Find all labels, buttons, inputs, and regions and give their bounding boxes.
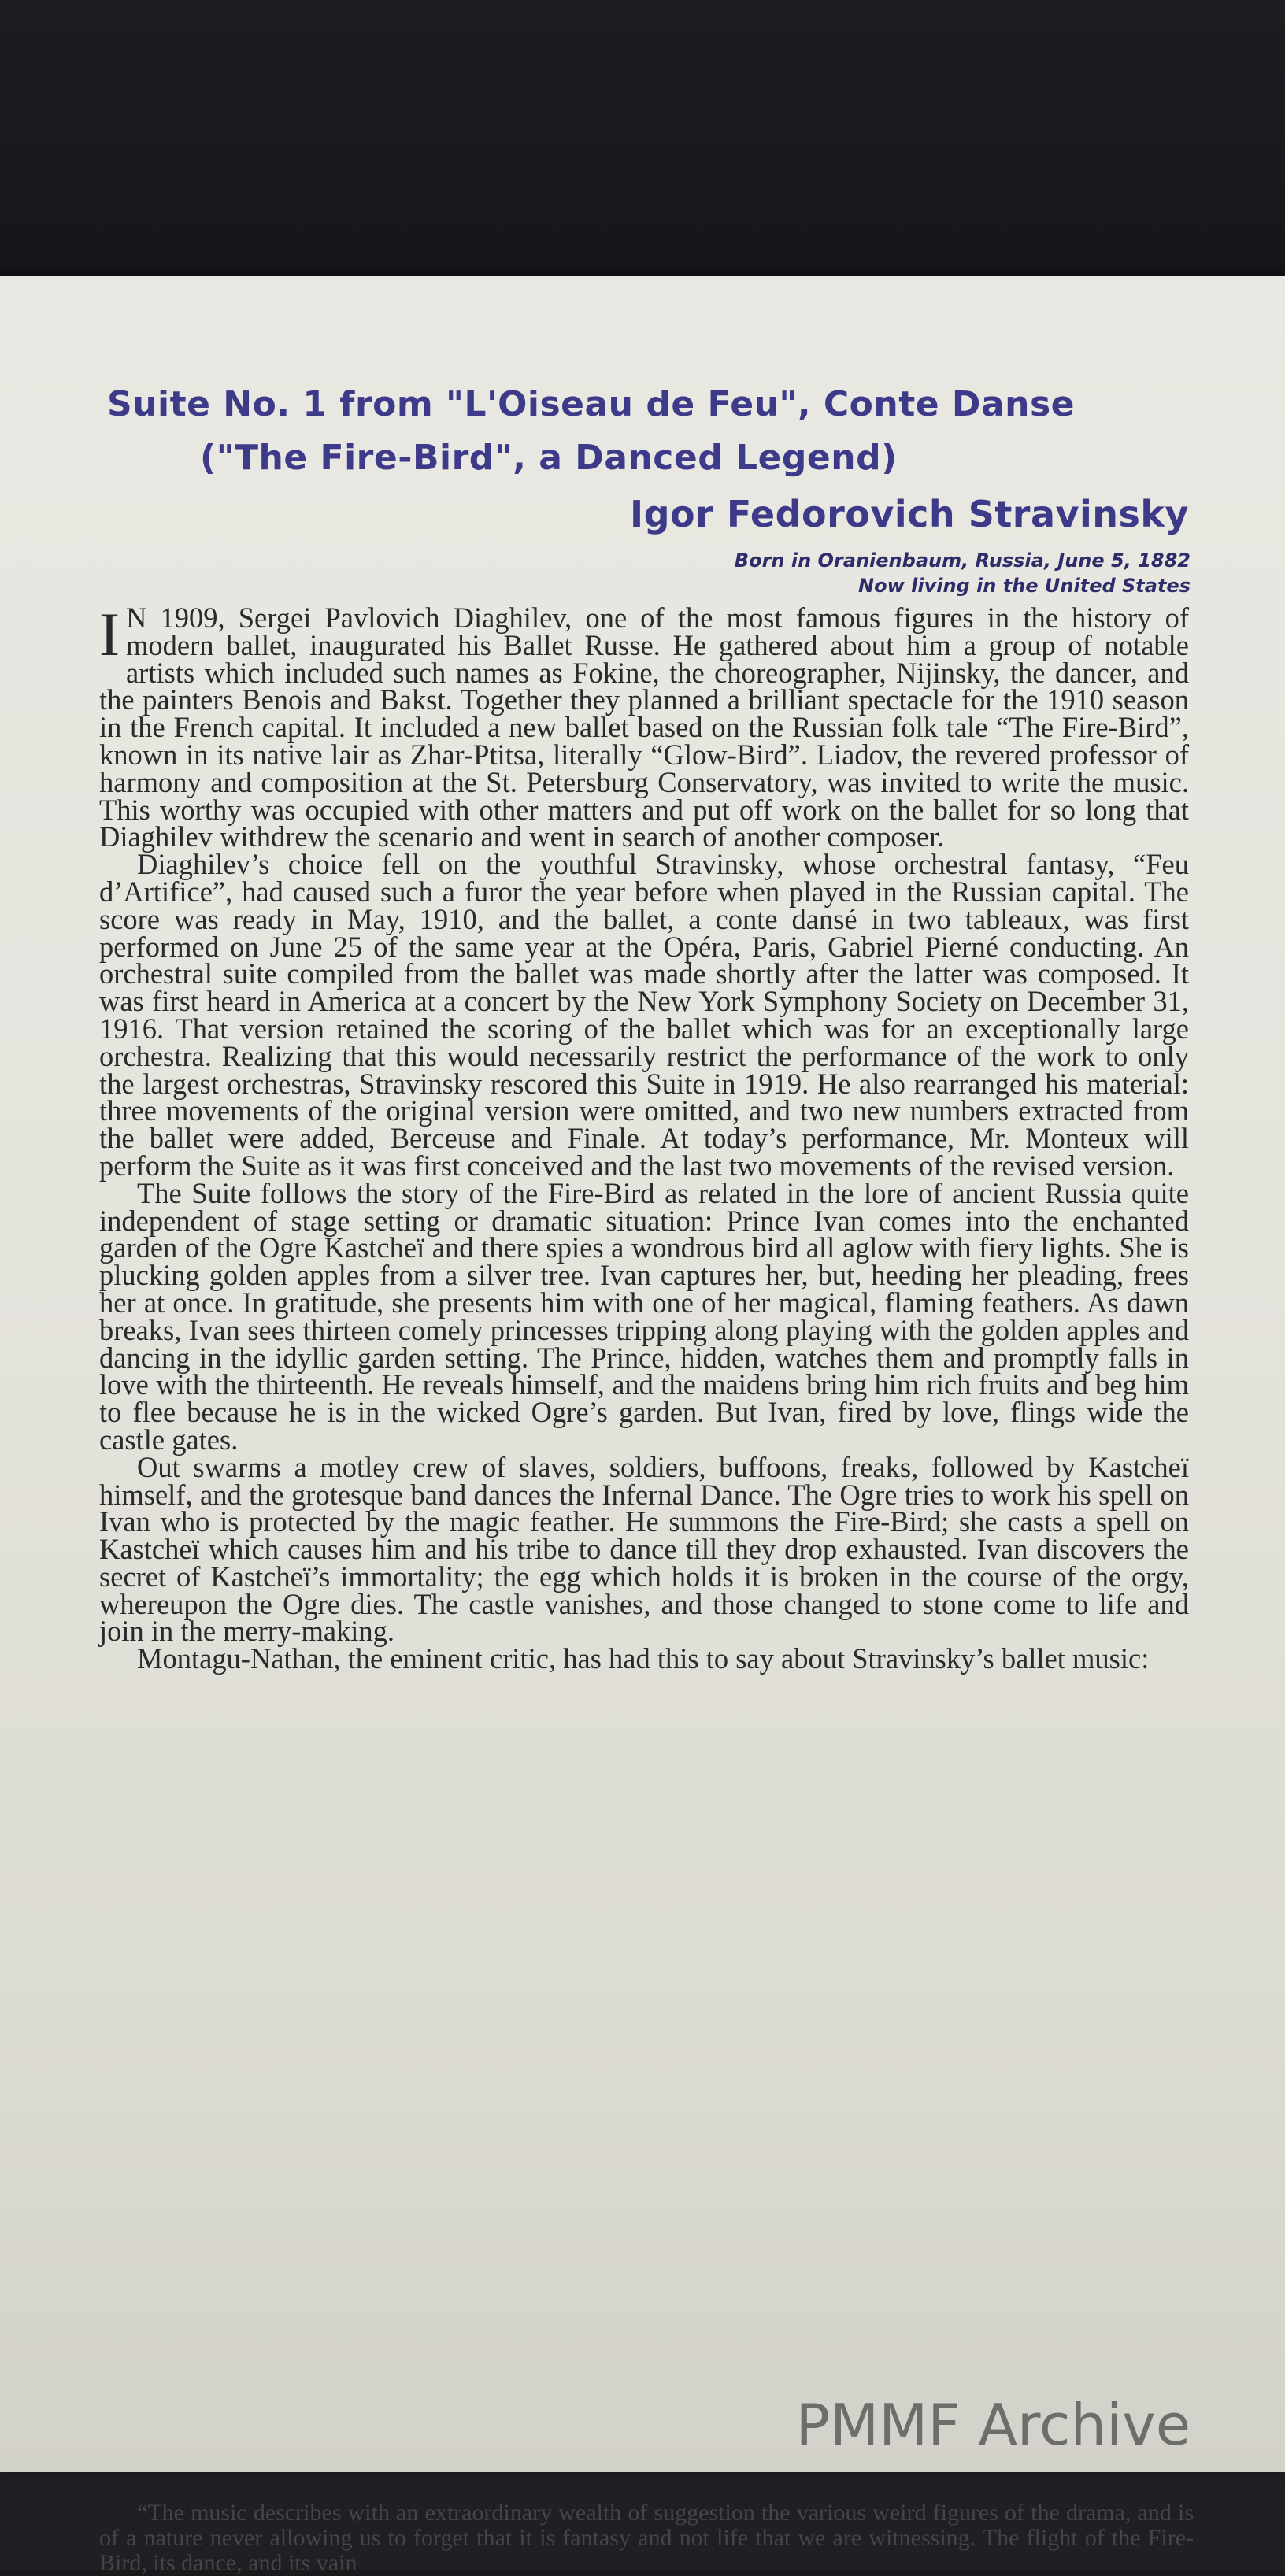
composer-name: Igor Fedorovich Stravinsky (629, 493, 1189, 535)
paragraph-1-text: N 1909, Sergei Pavlovich Diaghilev, one of the most famous figures in the history of modern ballet, inaugurated his Ballet Russe. He gathered about him a group of notable artists which included such names as Fokine, the choreographer, Nijinsky, the dancer, and the painters Benois and Bakst. Together they planned a brilliant spectacle for the 1910 season in the French capital. It included a new ballet based on the Russian folk tale “The Fire-Bird”, known in its native lair as Zhar-Ptitsa, literally “Glow-Bird”. Liadov, the revered professor of harmony and composition at the St. Petersburg Conservatory, was invited to write the music. This worthy was occupied with other matters and put off work on the ballet for so long that Diaghilev withdrew the scenario and went in search of another composer. (99, 601, 1189, 853)
drop-cap: I (99, 600, 120, 668)
title-line-2: ("The Fire-Bird", a Danced Legend) (200, 438, 898, 478)
paragraph-5: Montagu-Nathan, the eminent critic, has had this to say about Stravinsky’s ballet music: (137, 1642, 1150, 1675)
birth-info: Born in Oranienbaum, Russia, June 5, 1882 (734, 550, 1191, 572)
dark-background-top (0, 0, 1285, 283)
paragraph-4: Out swarms a motley crew of slaves, soldiers, buffoons, freaks, followed by Kastcheï himself, and the grotesque band dances the Infernal Dance. The Ogre tries to work his spell on Ivan who is protected by the magic feather. He summons the Fire-Bird; she casts a spell on Kastcheï which causes him and his tribe to dance till they drop exhausted. Ivan discovers the secret of Kastcheï’s immortality; the egg which holds it is broken in the course of the orgy, whereupon the Ogre dies. The castle vanishes, and those changed to stone come to life and join in the merry-making. (99, 1450, 1189, 1648)
title-line-1: Suite No. 1 from "L'Oiseau de Feu", Conte Danse (107, 384, 1075, 424)
program-page (0, 276, 1285, 2576)
block-quote: “The music describes with an extraordinary wealth of suggestion the various weird figures of the drama, and is of a nature never allowing us to forget that it is fantasy and not life that we are witnessing. The flight of the Fire-Bird, its dance, and its vain (99, 2500, 1194, 2576)
paragraph-2: Diaghilev’s choice fell on the youthful Stravinsky, whose orchestral fantasy, “Feu d’Artifice”, had caused such a furor the year before when played in the Russian capital. The score was ready in May, 1910, and the ballet, a conte dansé in two tableaux, was first performed on June 25 of the same year at the Opéra, Paris, Gabriel Pierné conducting. An orchestral suite compiled from the ballet was made shortly after the latter was composed. It was first heard in America at a concert by the New York Symphony Society on December 31, 1916. That version retained the scoring of the ballet which was for an exceptionally large orchestra. Realizing that this would necessarily restrict the performance of the work to only the largest orchestras, Stravinsky rescored this Suite in 1919. He also rearranged his material: three movements of the original version were omitted, and two new numbers extracted from the ballet were added, Berceuse and Finale. At today’s performance, Mr. Monteux will perform the Suite as it was first conceived and the last two movements of the revised version. (99, 848, 1189, 1182)
paragraph-3: The Suite follows the story of the Fire-Bird as related in the lore of ancient Russia quite independent of stage setting or dramatic situation: Prince Ivan comes into the enchanted garden of the Ogre Kastcheï and there spies a wondrous bird all aglow with fiery lights. She is plucking golden apples from a silver tree. Ivan captures her, but, heeding her pleading, frees her at once. In gratitude, she presents him with one of her magical, flaming feathers. As dawn breaks, Ivan sees thirteen comely princesses tripping along playing with the golden apples and dancing in the idyllic garden setting. The Prince, hidden, watches them and promptly falls in love with the thirteenth. He reveals himself, and the maidens bring him rich fruits and beg him to flee because he is in the wicked Ogre’s garden. But Ivan, fired by love, flings wide the castle gates. (99, 1176, 1189, 1456)
residence-info: Now living in the United States (858, 575, 1191, 597)
program-notes (99, 600, 1189, 1675)
paragraph-1 (99, 600, 1189, 853)
archive-watermark: PMMF Archive (795, 2392, 1191, 2458)
